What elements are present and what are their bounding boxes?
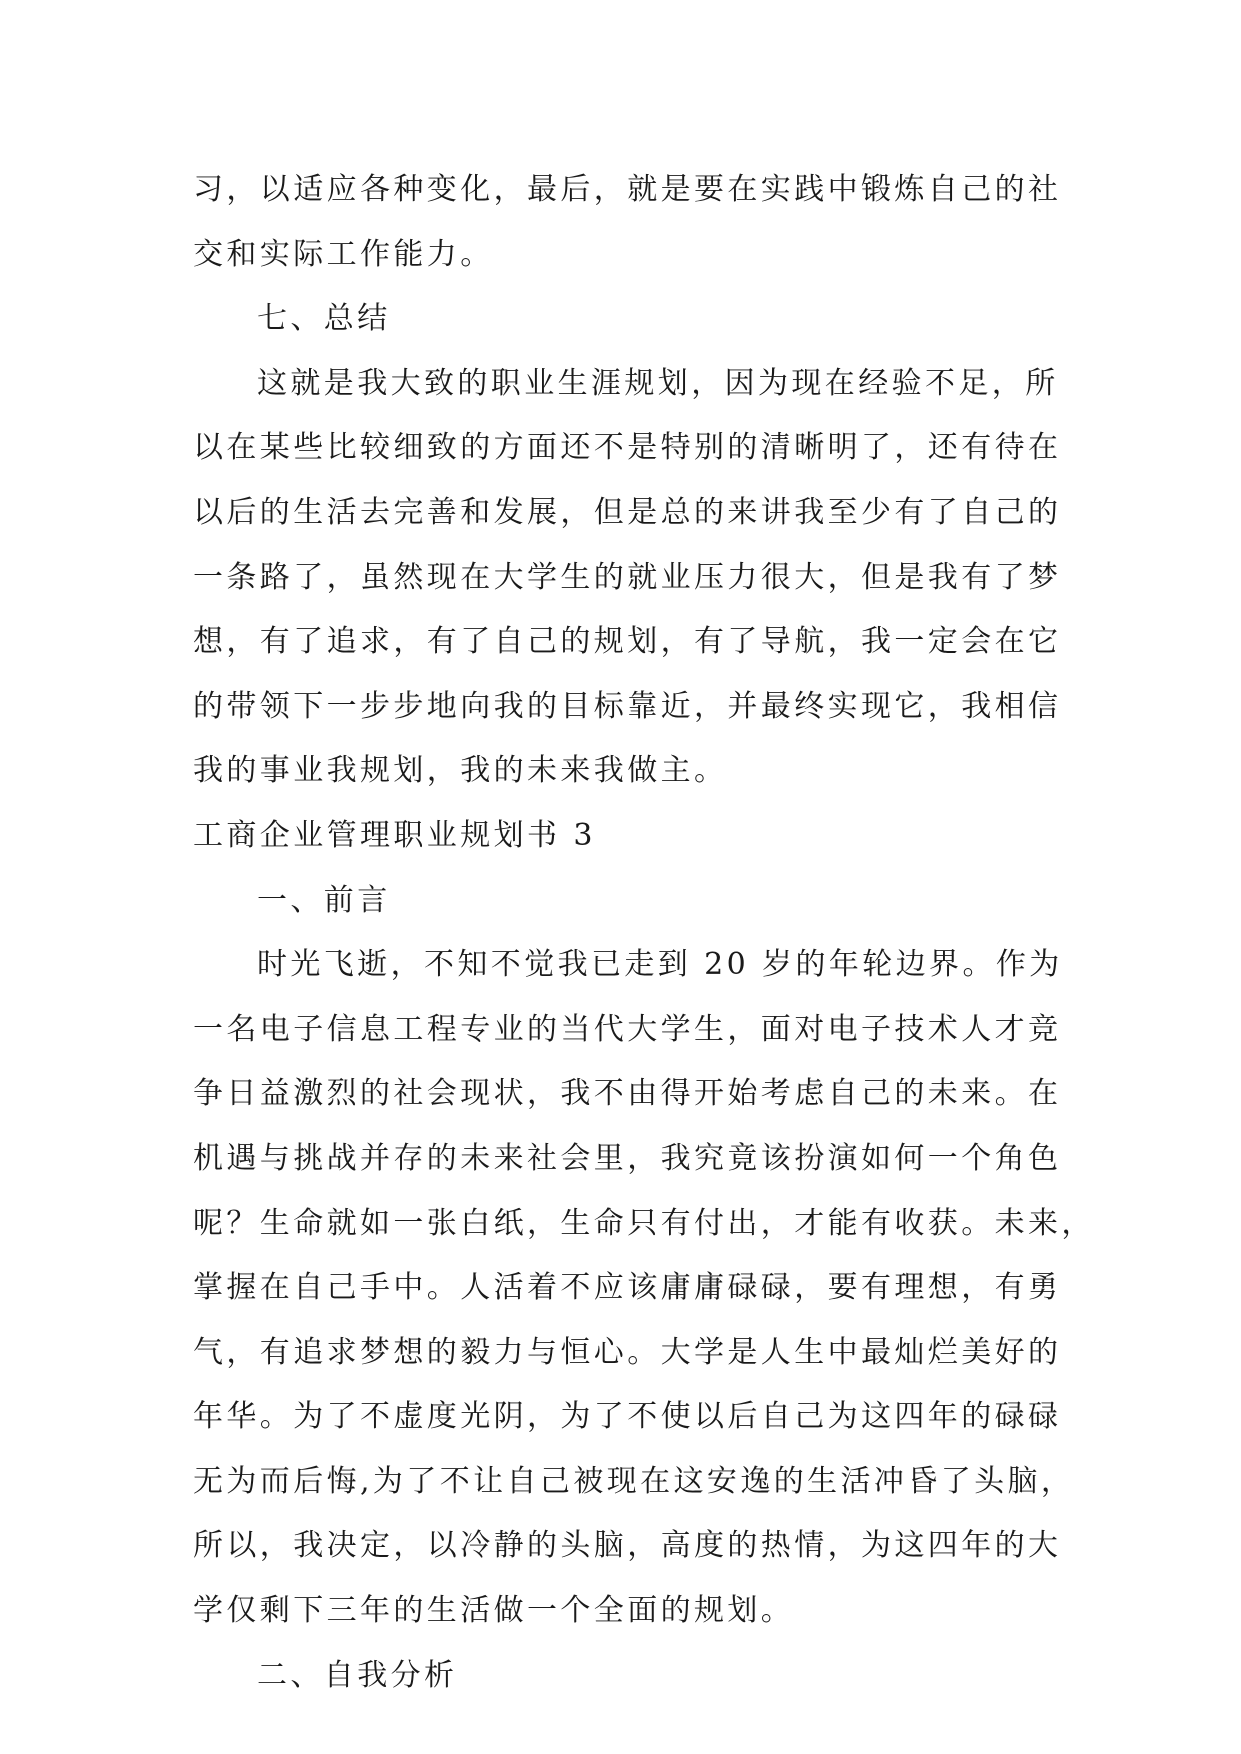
paragraph-line: 无为而后悔,为了不让自己被现在这安逸的生活冲昏了头脑， [193,1463,1075,1499]
document-body [193,158,1095,1708]
paragraph-line: 学仅剩下三年的生活做一个全面的规划。 [193,1593,795,1629]
paragraph-line: 的带领下一步步地向我的目标靠近，并最终实现它，我相信 [193,688,1062,724]
paragraph-line: 以后的生活去完善和发展，但是总的来讲我至少有了自己的 [193,494,1062,530]
paragraph-line: 机遇与挑战并存的未来社会里，我究竟该扮演如何一个角色 [193,1140,1062,1176]
paragraph-line: 一条路了，虽然现在大学生的就业压力很大，但是我有了梦 [193,559,1062,595]
paragraph-line: 想，有了追求，有了自己的规划，有了导航，我一定会在它 [193,624,1062,660]
paragraph-line: 我的事业我规划，我的未来我做主。 [193,753,728,789]
paragraph-line: 这就是我大致的职业生涯规划，因为现在经验不足，所 [257,365,1059,401]
paragraph-line: 交和实际工作能力。 [193,236,494,272]
section-heading-preface: 一、前言 [257,882,391,918]
paragraph-line: 时光飞逝，不知不觉我已走到 20 岁的年轮边界。作为 [257,947,1063,983]
document-title: 工商企业管理职业规划书 3 [193,817,596,853]
paragraph-line: 习，以适应各种变化，最后，就是要在实践中锻炼自己的社 [193,172,1062,207]
paragraph-line: 争日益激烈的社会现状，我不由得开始考虑自己的未来。在 [193,1076,1062,1112]
paragraph-line: 掌握在自己手中。人活着不应该庸庸碌碌，要有理想，有勇 [193,1270,1062,1306]
paragraph-line: 一名电子信息工程专业的当代大学生，面对电子技术人才竞 [193,1011,1062,1047]
paragraph-line: 呢？生命就如一张白纸，生命只有付出，才能有收获。未来， [193,1205,1095,1241]
paragraph-line: 气，有追求梦想的毅力与恒心。大学是人生中最灿烂美好的 [193,1334,1062,1370]
paragraph-line: 所以，我决定，以冷静的头脑，高度的热情，为这四年的大 [193,1528,1062,1564]
paragraph-line: 以在某些比较细致的方面还不是特别的清晰明了，还有待在 [193,430,1062,466]
section-heading-summary: 七、总结 [257,301,391,337]
section-heading-self-analysis: 二、自我分析 [257,1657,458,1693]
paragraph-line: 年华。为了不虚度光阴，为了不使以后自己为这四年的碌碌 [193,1399,1062,1435]
